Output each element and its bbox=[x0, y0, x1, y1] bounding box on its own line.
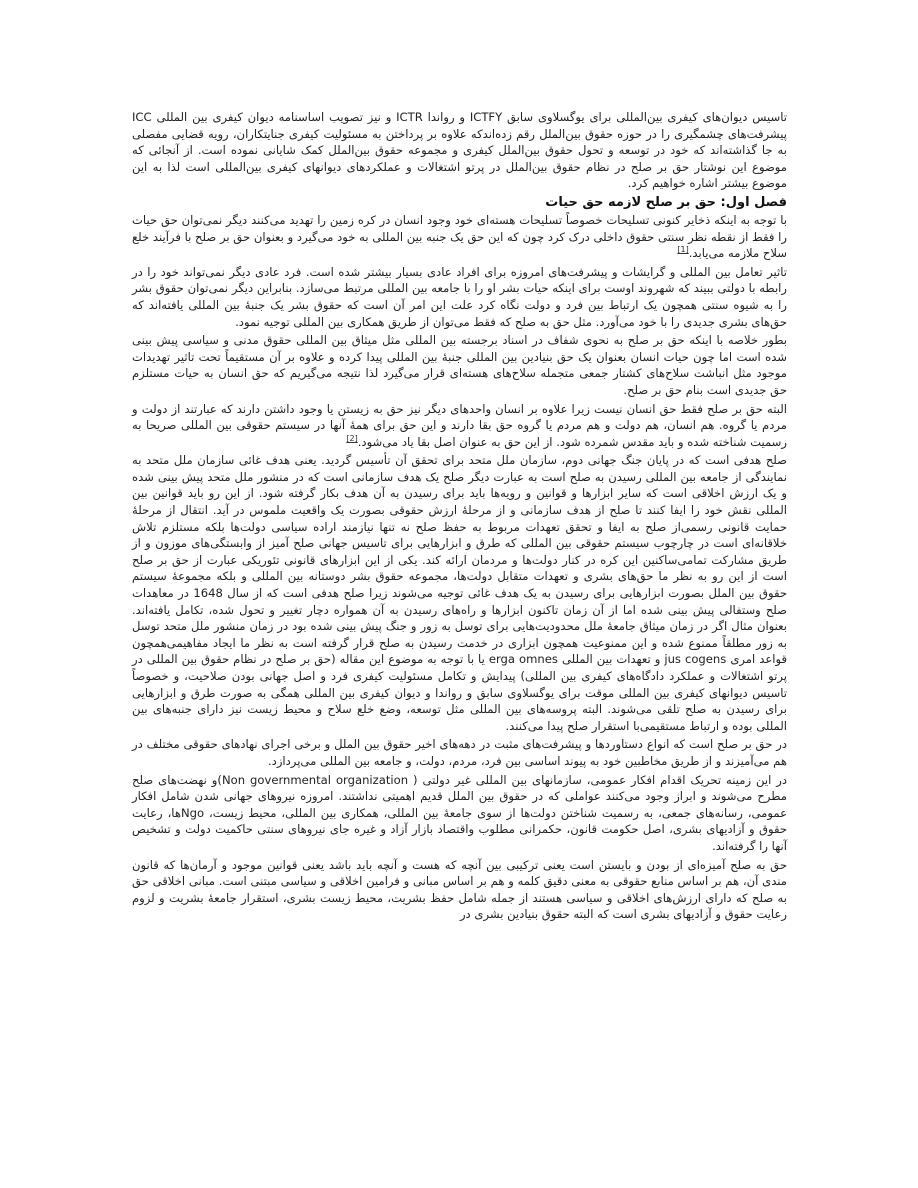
paragraph-text: البته حق بر صلح فقط حق انسان نیست زیرا علاوه بر انسان واحدهای دیگر نیز حق به زیستن یا وجود داشتن دارند که عبارتند از دولت و مردم یا گروه. هم انسان، هم دولت و هم مردم یا گروه حق بقا دارند و این حق برای همهٔ آنها در سیستم حقوقی بین المللی صریحا به رسمیت شناخته شده و باید مقدس شمرده شود. از این حق به عنوان اصل بقا یاد می‌شود. bbox=[132, 401, 787, 449]
paragraph-summary: بطور خلاصه با اینکه حق بر صلح به نحوی شفاف در اسناد برجسته بین المللی مثل میثاق بین المللی حقوق مدنی و سیاسی پیش بینی شده است اما چون حیات انسان بعنوان یک حق بنیادین بین المللی جنبهٔ بین المللی پیدا کرده و علاوه بر آن مستقیماً تحت تاثیر تهدیدات موجود مثل انباشت سلاح‌های کشتار جمعی متجمله سلاح‌های هسته‌ای قرار می‌گیرد لذا نتیجه می‌گیریم که حق انسان به حیات مستلزم حق جدیدی است بنام حق بر صلح. bbox=[132, 333, 787, 397]
paragraph-peace-goal: صلح هدفی است که در پایان جنگ جهانی دوم، سازمان ملل متحد برای تحقق آن تأسیس گردید. یعنی هدف غائی سازمان ملل متحد به نمایندگی از جامعه بین المللی رسیدن به صلح است به عبارت دیگر صلح یک هدف سازمانی است که در منشور ملل متحد پیش بینی شده و یک ارزش اخلاقی است که سایر ابزارها و قوانین و رویه‌ها باید برای رسیدن به آن هدف بکار گرفته شود. از این رو باید قوانین بین المللی نقش خود را ایفا کنند تا صلح از هدف سازمانی و از مرحلهٔ ارزش حقوقی بصورت یک واقعیت ملموس در آید. انتقال از مرحلهٔ حمایت قانونی رسمی‌از صلح به ایفا و تحقق تعهدات مربوط به حفظ صلح نه تنها نیازمند اراده سیاسی دولت‌ها بلکه مستلزم تلاش خلاقانه‌ای است در چارچوب سیستم حقوقی بین المللی که طرق و ابزارهایی برای تاسیس جهانی صلح آمیز از وابستگی‌های موزون و از طریق مشارکت تمامی‌ساکنین این کره در کنار دولت‌ها و مردمان ارائه کند. یکی از این ابزارهای قانونی تئوریکی عبارت از حق بر صلح است از این رو به نظر ما حق‌های بشری و تعهدات متقابل دولت‌ها، مجموعه حقوق بشر دوستانه بین المللی و بلکه مجموعهٔ سیستم حقوق بین الملل بصورت ابزارهایی برای رسیدن به یک هدف غائی توجیه می‌شوند زیرا صلح هدفی است که از سال 1648 در معاهدات صلح وستفالی پیش بینی شده اما از آن زمان تاکنون ابزارها و راه‌های رسیدن به آن همواره دچار تغییر و تحول شده، تکامل یافته‌اند. بعنوان مثال اگر در زمان میثاق جامعهٔ ملل محدودیت‌هایی برای توسل به زور و جنگ پیش بینی شده بود در زمان منشور ملل متحد توسل به زور مطلقاً ممنوع شده و این ممنوعیت همچون ابزاری در خدمت رسیدن به صلح قرار گرفته است به نظر ما ایجاد مفاهیمی‌همچون قواعد امری jus cogens و تعهدات بین المللی erga omnes یا با توجه به موضوع این مقاله (حق بر صلح در نظام حقوق بین المللی در پرتو اشتغالات و عملکرد دادگاه‌های کیفری بین المللی) پیدایش و تکامل مسئولیت کیفری فرد و اصل جهانی بودن صلاحیت، و خصوصاً تاسیس دیوانهای کیفری بین المللی موقت برای یوگسلاوی سابق و رواندا و دیوان کیفری بین المللی همگی به صورت طرق و ابزارهایی برای رسیدن به صلح تلقی می‌شوند. البته پروسه‌های بین المللی مثل توسعه، وضع خلع سلاح و محیط زیست نیز دارای جنبه‌های بین المللی بوده و ارتباط مستقیمی‌با استقرار صلح پیدا می‌کنند. bbox=[132, 453, 788, 733]
paragraph-moral-basis: حق به صلح آمیزه‌ای از بودن و بایستن است یعنی ترکیبی بین آنچه که هست و آنچه باید باشد یعنی قوانین موجود و آرمان‌ها که قانون مندی آن، هم بر اساس منابع حقوقی به معنی دقیق کلمه و هم بر اساس مبانی و فرامین اخلاقی و سیاسی مبتنی است. مبانی اخلاقی حق به صلح که دارای ارزش‌های اخلاقی و سیاسی هستند از جمله شامل حفظ بشریت، محیط زیست بشری، استقرار جامعهٔ بشریت و لزوم رعایت حقوق و آزادیهای بشری است که البته حقوق بنیادین بشری در bbox=[132, 857, 787, 922]
paragraph-right-to-life bbox=[132, 212, 787, 262]
paragraph-achievements: در حق بر صلح است که انواع دستاوردها و پیشرفت‌های مثبت در دهه‌های اخیر حقوق بین الملل و برخی اجرای نهادهای حقوقی مختلف در هم می‌آمیزند و از طریق مخاطبین خود به پیوند اساسی بین فرد، مردم، دولت، و جامعه بین المللی می‌پردازد. bbox=[132, 737, 787, 768]
intro-paragraph: تاسیس دیوان‌های کیفری بین‌المللی برای یوگسلاوی سابق ICTFY و رواندا ICTR و نیز تصویب اساسنامه دیوان کیفری بین المللی ICC پیشرفت‌های چشمگیری را در حوزه حقوق بین‌الملل رقم زده‌اندکه علاوه بر پرداختن به مسئولیت کیفری جنایتکاران، رویه قضایی مفصلی به جا گذاشته‌اند که خود در توسعه و تحول حقوق بین‌الملل کیفری و مجموعه حقوق بین‌الملل کمک شایانی نموده است. از آنجائی که موضوع این نوشتار حق بر صلح در نظام حقوق بین‌الملل در پرتو اشتغالات و عملکردهای دیوانهای کیفری بین‌المللی است لذا به این موضوع بیشتر اشاره خواهیم کرد. bbox=[132, 110, 787, 191]
footnote-ref-2[interactable]: [2] bbox=[346, 433, 358, 443]
section-heading: فصل اول: حق بر صلح لازمه حق حیات bbox=[545, 194, 787, 210]
paragraph-text: با توجه به اینکه ذخایر کنونی تسلیحات خصوصاً تسلیحات هسته‌ای خود وجود انسان در کره زمین را تهدید می‌کنند دیگر نمی‌توان حق حیات را فقط از نقطه نظر سنتی حقوق داخلی درک کرد چون که این حق یک جنبه بین المللی به خود می‌گیرد و بعنوان حق بر صلح با فرآیند خلع سلاح ملازمه می‌یابد. bbox=[132, 212, 787, 261]
paragraph-survival bbox=[132, 401, 787, 451]
footnote-ref-1[interactable]: [1] bbox=[677, 245, 689, 255]
paragraph-ngos: در این زمینه تحریک اقدام افکار عمومی، سازمانهای بین المللی غیر دولتی ( Non governmental organization)و نهضت‌های صلح مطرح می‌شوند و ابراز وجود می‌کنند عواملی که در حقوق بین الملل قدیم اهمیتی نداشتند. امروزه نیروهای جهانی شدن شامل افکار عمومی، رسانه‌های جمعی، به رسمیت شناختن دولت‌ها از سوی جامعهٔ بین المللی، همکاری بین المللی، محیط زیست، Ngoها، رعایت حقوق و آزادیهای بشری، اصل حکومت قانون، حکمرانی مطلوب واقتصاد بازار آزاد و غیره جای نیروهای سنتی حاکمیت دولت و تشخیص آنها را گرفته‌اند. bbox=[132, 772, 788, 853]
document-body bbox=[132, 109, 787, 925]
paragraph-international-interaction: تاثیر تعامل بین المللی و گرایشات و پیشرفت‌های امروزه برای افراد عادی بسیار بیشتر شده است. فرد عادی دیگر نمی‌تواند خود را در رابطه با دولتی ببیند که شهروند اوست برای اینکه حیات بشر او را با جامعه بین المللی مرتبط می‌سازد. بنابراین دیگر نمی‌توان حقوق بشر را به شیوه سنتی همچون یک ارتباط بین فرد و دولت نگاه کرد علت این امر آن است که حقوق بشر یک جنبهٔ بین المللی یافته‌اند که حق‌های بشری جدیدی را با خود می‌آورد. مثل حق به صلح که فقط می‌توان از طریق همکاری بین المللی توجیه نمود. bbox=[132, 264, 787, 329]
